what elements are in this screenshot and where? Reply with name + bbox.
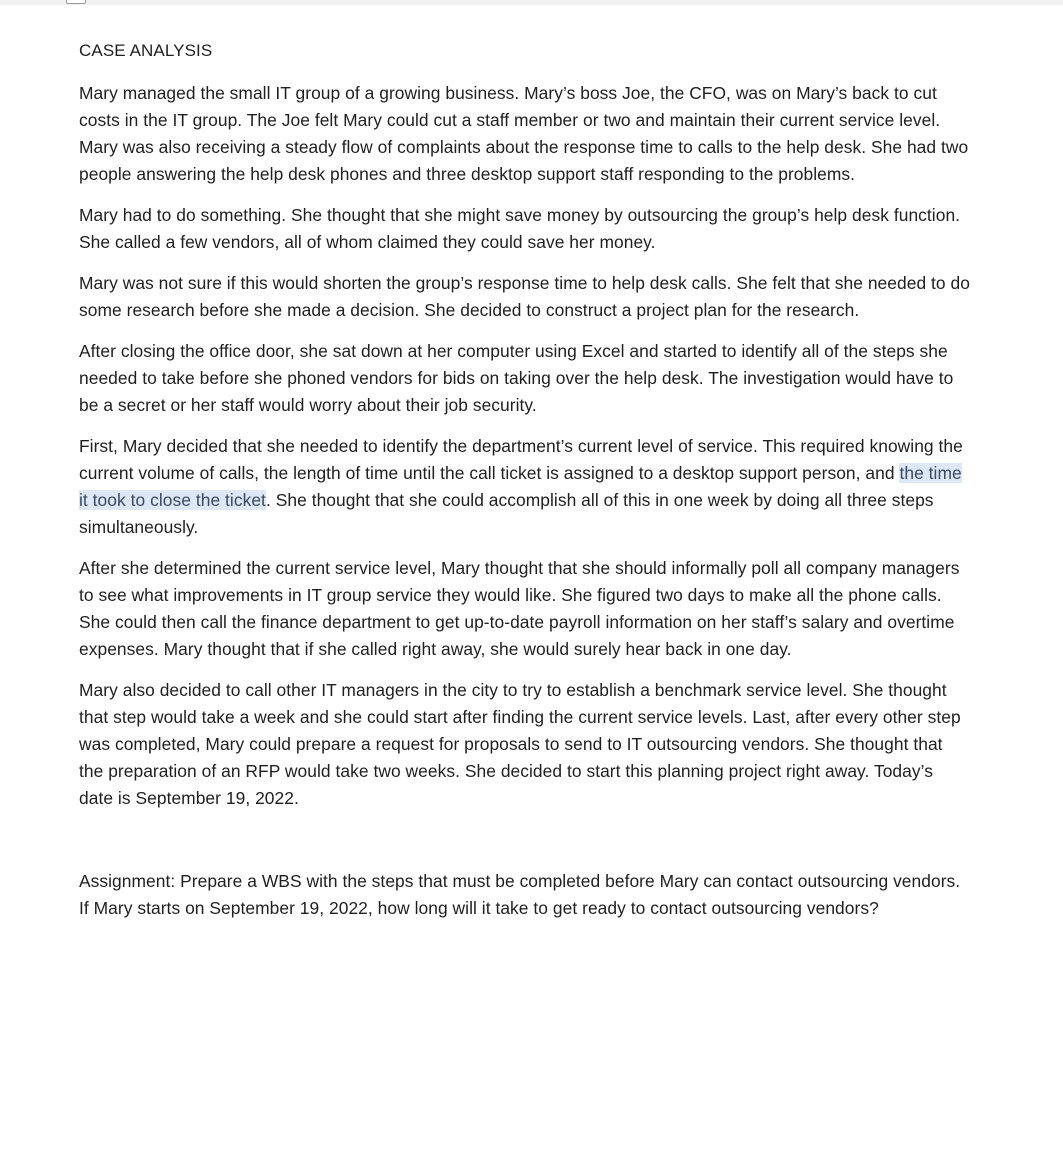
top-toolbar-strip xyxy=(0,0,1063,5)
paragraph-3: Mary was not sure if this would shorten the group’s response time to help desk calls. She felt that she needed to do some research before she made a decision. She decided to construct a project plan for the research. xyxy=(79,273,970,320)
assignment-paragraph: Assignment: Prepare a WBS with the steps that must be completed before Mary can contact outsourcing vendors. If Mary starts on September 19, 2022, how long will it take to get ready to contact outsourcing vendors? xyxy=(79,871,961,918)
page-corner-handle[interactable] xyxy=(66,0,86,4)
paragraph-5-text-after: . She thought that she could accomplish all of this in one week by doing all three steps simultaneously. xyxy=(79,490,934,537)
document-body[interactable] xyxy=(79,38,971,936)
paragraph-2: Mary had to do something. She thought that she might save money by outsourcing the group’s help desk function. She called a few vendors, all of whom claimed they could save her money. xyxy=(79,205,961,252)
paragraph-4: After closing the office door, she sat down at her computer using Excel and started to identify all of the steps she needed to take before she phoned vendors for bids on taking over the help desk. The investigation would have to be a secret or her staff would worry about their job security. xyxy=(79,341,954,415)
paragraph-1: Mary managed the small IT group of a growing business. Mary’s boss Joe, the CFO, was on Mary’s back to cut costs in the IT group. The Joe felt Mary could cut a staff member or two and maintain their current service level. Mary was also receiving a steady flow of complaints about the response time to calls to the help desk. She had two people answering the help desk phones and three desktop support staff responding to the problems. xyxy=(79,83,969,184)
document-heading: CASE ANALYSIS xyxy=(79,41,213,60)
selected-text-highlight[interactable]: the time it took to close the ticket xyxy=(79,463,962,510)
paragraph-5 xyxy=(79,433,971,541)
paragraph-5-text-before: First, Mary decided that she needed to identify the department’s current level of service. This required knowing the current volume of calls, the length of time until the call ticket is assigned to a desktop support person, and xyxy=(79,436,963,483)
paragraph-6: After she determined the current service level, Mary thought that she should informally poll all company managers to see what improvements in IT group service they would like. She figured two days to make all the phone calls. She could then call the finance department to get up-to-date payroll information on her staff’s salary and overtime expenses. Mary thought that if she called right away, she would surely hear back in one day. xyxy=(79,558,960,659)
paragraph-7: Mary also decided to call other IT managers in the city to try to establish a benchmark service level. She thought that step would take a week and she could start after finding the current service levels. Last, after every other step was completed, Mary could prepare a request for proposals to send to IT outsourcing vendors. She thought that the preparation of an RFP would take two weeks. She decided to start this planning project right away. Today’s date is September 19, 2022. xyxy=(79,680,961,808)
